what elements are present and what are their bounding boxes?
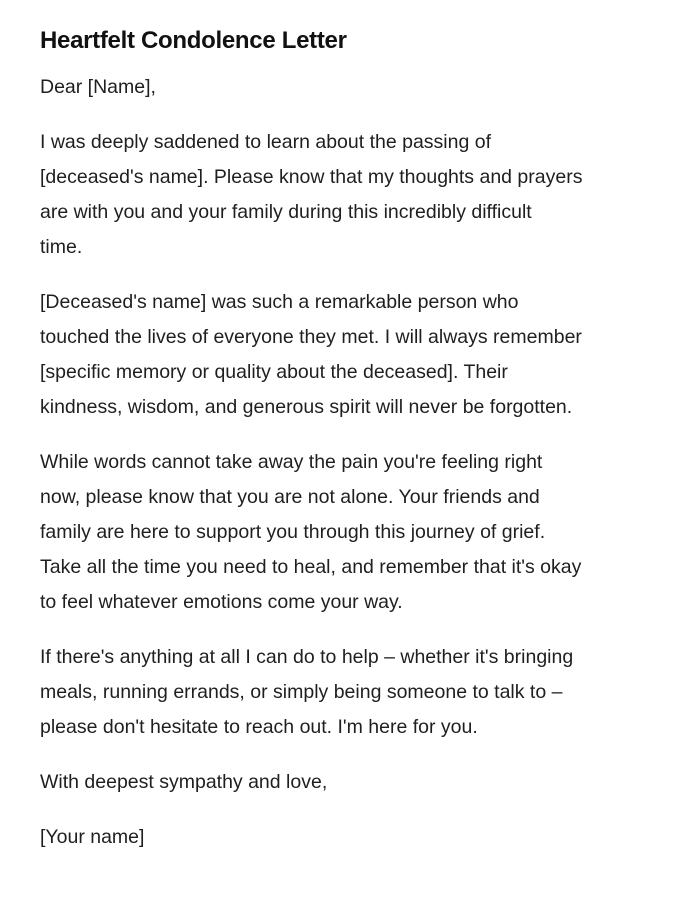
paragraph-line: I was deeply saddened to learn about the passing of bbox=[40, 131, 491, 153]
paragraph-line: [Deceased's name] was such a remarkable person who bbox=[40, 291, 519, 313]
paragraph-line: If there's anything at all I can do to help – whether it's bringing bbox=[40, 646, 574, 668]
signature: [Your name] bbox=[40, 826, 145, 848]
letter-body bbox=[40, 125, 660, 745]
paragraph-line: [specific memory or quality about the deceased]. Their bbox=[40, 361, 508, 383]
paragraph-line: [deceased's name]. Please know that my thoughts and prayers bbox=[40, 166, 583, 188]
paragraph-line: time. bbox=[40, 236, 83, 258]
body-paragraph bbox=[40, 285, 660, 425]
paragraph-line: meals, running errands, or simply being someone to talk to – bbox=[40, 681, 563, 703]
paragraph-line: family are here to support you through this journey of grief. bbox=[40, 521, 546, 543]
letter-title: Heartfelt Condolence Letter bbox=[40, 27, 347, 54]
body-paragraph bbox=[40, 640, 660, 745]
paragraph-line: While words cannot take away the pain you're feeling right bbox=[40, 451, 543, 473]
paragraph-line: kindness, wisdom, and generous spirit will never be forgotten. bbox=[40, 396, 573, 418]
body-paragraph bbox=[40, 125, 660, 265]
paragraph-line: now, please know that you are not alone. Your friends and bbox=[40, 486, 540, 508]
paragraph-line: please don't hesitate to reach out. I'm here for you. bbox=[40, 716, 478, 738]
body-paragraph bbox=[40, 445, 660, 620]
paragraph-line: Take all the time you need to heal, and remember that it's okay bbox=[40, 556, 582, 578]
closing: With deepest sympathy and love, bbox=[40, 771, 328, 793]
greeting: Dear [Name], bbox=[40, 76, 156, 98]
paragraph-line: to feel whatever emotions come your way. bbox=[40, 591, 403, 613]
paragraph-line: touched the lives of everyone they met. I will always remember bbox=[40, 326, 582, 348]
paragraph-line: are with you and your family during this incredibly difficult bbox=[40, 201, 532, 223]
